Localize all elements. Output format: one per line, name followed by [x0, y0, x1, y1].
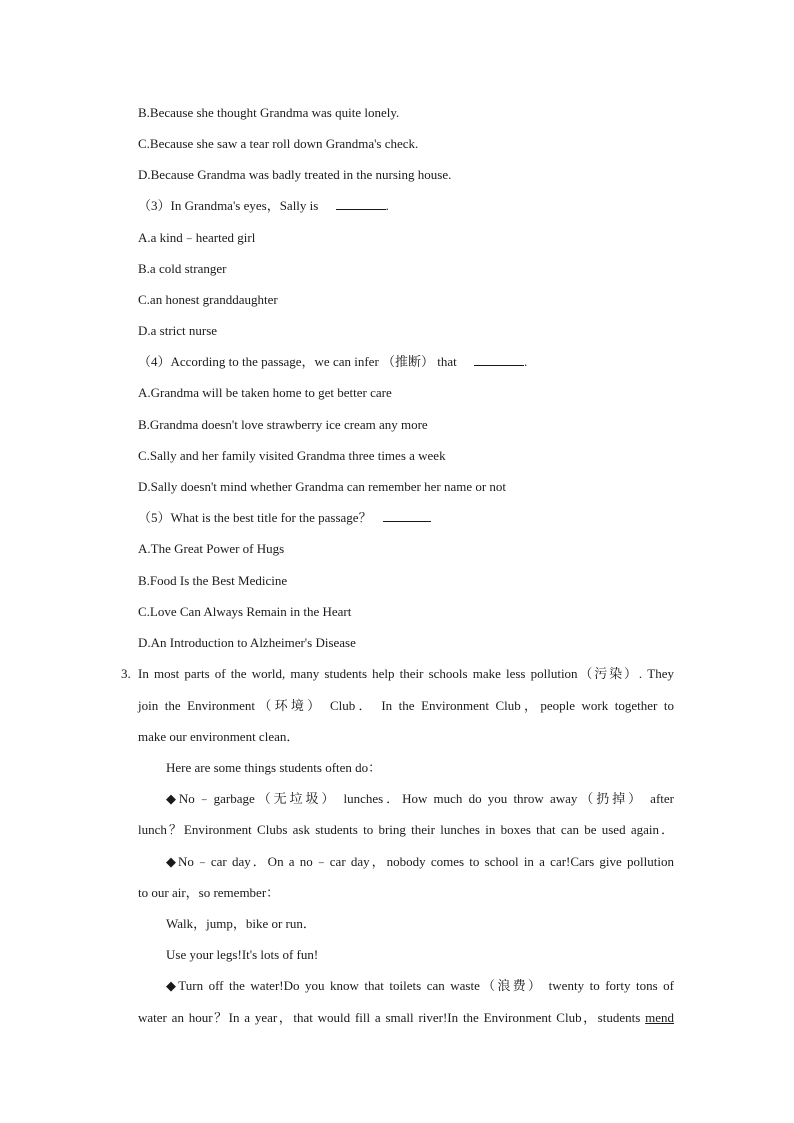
q4-sub-question: （4）According to the passage，we can infer （推断） that . [138, 354, 528, 369]
q3-option-c: C.an honest granddaughter [138, 292, 278, 307]
underlined-word: mend [645, 1010, 675, 1025]
q5-option-a: A.The Great Power of Hugs [138, 541, 285, 556]
q2-option-b: B.Because she thought Grandma was quite lonely. [138, 105, 400, 120]
passage-line [138, 1010, 674, 1026]
q2-option-c: C.Because she saw a tear roll down Grandma's check. [138, 136, 419, 151]
q4-option-a: A.Grandma will be taken home to get better care [138, 385, 392, 400]
passage-line: ◆Turn off the water!Do you know that toilets can waste（浪费） twenty to forty tons of [166, 978, 674, 993]
q3-stem: （3）In Grandma's eyes，Sally is [138, 198, 319, 213]
q3-option-b: B.a cold stranger [138, 261, 227, 276]
q5-stem: （5）What is the best title for the passage？ [138, 510, 372, 525]
passage-line: to our air，so remember： [138, 885, 280, 900]
passage-line: ◆No﹣garbage（无垃圾） lunches．How much do you throw away（扔掉） after [166, 791, 674, 806]
answer-blank [336, 198, 386, 210]
q5-sub-question [138, 510, 431, 526]
passage-line: Here are some things students often do： [166, 760, 382, 775]
passage-line-text: water an hour？In a year，that would fill a small river!In the Environment Club，students [138, 1010, 641, 1025]
q3-sub-question: （3）In Grandma's eyes，Sally is . [138, 198, 389, 213]
passage-line: Use your legs!It's lots of fun! [166, 947, 319, 962]
q4-option-b: B.Grandma doesn't love strawberry ice cream any more [138, 417, 428, 432]
q2-option-d: D.Because Grandma was badly treated in the nursing house. [138, 167, 452, 182]
q4-option-d: D.Sally doesn't mind whether Grandma can remember her name or not [138, 479, 507, 494]
answer-blank [474, 354, 524, 366]
answer-blank [383, 510, 431, 522]
q5-option-c: C.Love Can Always Remain in the Heart [138, 604, 352, 619]
passage-line: ◆No﹣car day．On a no﹣car day，nobody comes to school in a car!Cars give pollution [166, 854, 674, 869]
q3-option-d: D.a strict nurse [138, 323, 218, 338]
q4-option-c: C.Sally and her family visited Grandma three times a week [138, 448, 446, 463]
q5-option-d: D.An Introduction to Alzheimer's Disease [138, 635, 356, 650]
passage-line: Walk，jump，bike or run． [166, 916, 316, 931]
q5-option-b: B.Food Is the Best Medicine [138, 573, 288, 588]
q4-stem: （4）According to the passage，we can infer （推断） that [138, 354, 457, 369]
passage-line: In most parts of the world, many students help their schools make less pollution（污染）. They [138, 666, 674, 681]
passage-line: lunch？Environment Clubs ask students to bring their lunches in boxes that can be used again． [138, 822, 674, 837]
q3-option-a: A.a kind﹣hearted girl [138, 230, 256, 245]
passage-line: join the Environment（环境） Club． In the Environment Club，people work together to [138, 698, 674, 713]
passage-line: make our environment clean． [138, 729, 300, 744]
question-number: 3. [121, 666, 131, 681]
